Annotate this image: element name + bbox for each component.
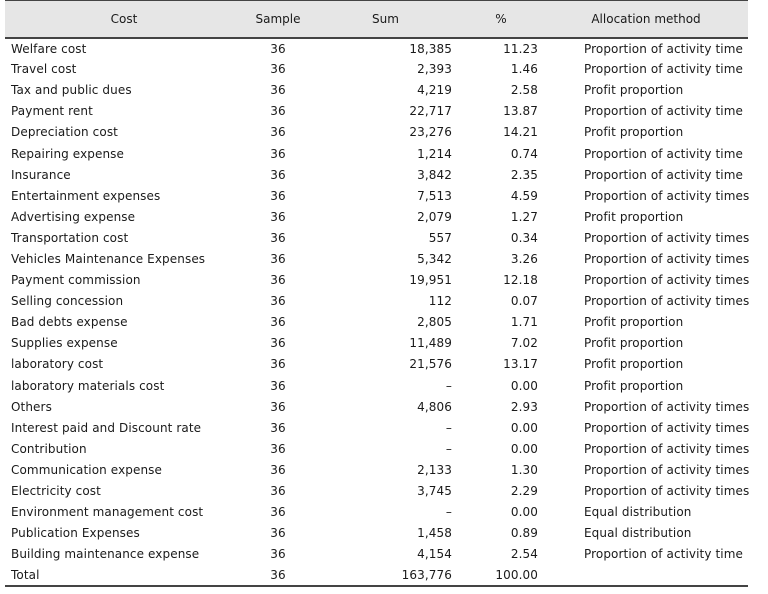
cell-sum: 3,745 (417, 484, 452, 499)
cell-percent: 14.21 (503, 125, 538, 140)
cell-cost: Payment rent (11, 104, 93, 119)
cell-sum: 5,342 (417, 251, 452, 266)
cell-sample: 36 (270, 41, 286, 56)
table-row (5, 480, 748, 501)
cell-allocation-method: Proportion of activity time (584, 62, 743, 77)
cell-allocation-method: Proportion of activity times (584, 399, 750, 414)
cell-sum: 3,842 (417, 167, 452, 182)
cell-allocation-method: Equal distribution (584, 505, 692, 520)
header-cost: Cost (110, 11, 138, 26)
table-row (5, 59, 748, 80)
cell-allocation-method: Profit proportion (584, 357, 684, 372)
cost-allocation-table (5, 0, 748, 587)
cell-cost: Repairing expense (11, 146, 125, 161)
table-row (5, 396, 748, 417)
cell-sum: 18,385 (409, 41, 452, 56)
cell-allocation-method: Proportion of activity times (584, 462, 750, 477)
table-row (5, 206, 748, 227)
table-row (5, 333, 748, 354)
table-row (5, 248, 748, 269)
table-row (5, 101, 748, 122)
cell-cost: Supplies expense (11, 336, 118, 351)
cell-allocation-method: Proportion of activity time (584, 41, 743, 56)
header-row (5, 1, 748, 38)
cell-percent: 12.18 (503, 273, 538, 288)
table-row (5, 544, 748, 565)
cell-percent: 2.54 (510, 547, 538, 562)
table-row (5, 354, 748, 375)
cell-percent: 0.00 (510, 420, 538, 435)
cell-sum: 2,393 (417, 62, 452, 77)
cell-cost: Insurance (11, 167, 71, 182)
cell-sample: 36 (270, 399, 286, 414)
table-header (5, 1, 748, 38)
cell-percent: 4.59 (510, 188, 538, 203)
cell-sample: 36 (270, 251, 286, 266)
cell-sample: 36 (270, 125, 286, 140)
cell-cost: Bad debts expense (11, 315, 128, 330)
cell-cost: Electricity cost (11, 484, 101, 499)
header-sample: Sample (255, 11, 301, 26)
table-row (5, 270, 748, 291)
cell-cost: Depreciation cost (11, 125, 118, 140)
cell-percent: 1.71 (510, 315, 538, 330)
cell-percent: 2.35 (510, 167, 538, 182)
cell-percent: 7.02 (510, 336, 538, 351)
header-allocation-method: Allocation method (591, 11, 701, 26)
cell-allocation-method: Proportion of activity times (584, 294, 750, 309)
cell-sample: 36 (270, 273, 286, 288)
table-row (5, 523, 748, 544)
cell-sample: 36 (270, 357, 286, 372)
cell-percent: 2.58 (510, 83, 538, 98)
cell-cost: Total (11, 567, 40, 582)
table-row (5, 122, 748, 143)
cell-sample: 36 (270, 167, 286, 182)
cell-sample: 36 (270, 104, 286, 119)
cell-sum: 22,717 (409, 104, 452, 119)
cell-sample: 36 (270, 230, 286, 245)
cell-sample: 36 (270, 315, 286, 330)
table-row (5, 80, 748, 101)
cell-cost: Contribution (11, 441, 87, 456)
cell-sample: 36 (270, 441, 286, 456)
cell-percent: 2.93 (510, 399, 538, 414)
cell-cost: Building maintenance expense (11, 547, 200, 562)
cell-sum: 112 (428, 294, 452, 309)
cell-allocation-method: Profit proportion (584, 315, 684, 330)
cell-cost: Travel cost (11, 62, 77, 77)
cell-cost: laboratory cost (11, 357, 104, 372)
cell-sample: 36 (270, 188, 286, 203)
cell-sum: 163,776 (401, 567, 452, 582)
cell-cost: Publication Expenses (11, 526, 140, 541)
table-row (5, 417, 748, 438)
cell-percent: 13.17 (503, 357, 538, 372)
cell-sum: 4,154 (417, 547, 452, 562)
cell-allocation-method: Proportion of activity time (584, 104, 743, 119)
cell-sample: 36 (270, 420, 286, 435)
table-row (5, 185, 748, 206)
cell-sample: 36 (270, 378, 286, 393)
cell-allocation-method: Profit proportion (584, 378, 684, 393)
cell-sum: 11,489 (409, 336, 452, 351)
cell-percent: 13.87 (503, 104, 538, 119)
cell-sum: 7,513 (417, 188, 452, 203)
cell-sum: – (445, 441, 452, 456)
table-row (5, 291, 748, 312)
cell-sum: – (445, 420, 452, 435)
cell-sum: 21,576 (409, 357, 452, 372)
cell-percent: 11.23 (503, 41, 538, 56)
cell-sum: 23,276 (409, 125, 452, 140)
cell-sum: 557 (428, 230, 452, 245)
table-row (5, 502, 748, 523)
cell-allocation-method: Proportion of activity times (584, 441, 750, 456)
table-row (5, 227, 748, 248)
cell-cost: Welfare cost (11, 41, 87, 56)
cell-cost: Selling concession (11, 294, 124, 309)
cell-percent: 0.00 (510, 441, 538, 456)
cell-sample: 36 (270, 505, 286, 520)
cell-percent: 3.26 (510, 251, 538, 266)
cell-allocation-method: Proportion of activity time (584, 547, 743, 562)
cell-cost: Interest paid and Discount rate (11, 420, 202, 435)
header-sum: Sum (372, 11, 399, 26)
cell-percent: 1.30 (510, 462, 538, 477)
table-row (5, 164, 748, 185)
cell-cost: Payment commission (11, 273, 141, 288)
cell-percent: 0.34 (510, 230, 538, 245)
cell-sum: 1,214 (417, 146, 452, 161)
cell-cost: laboratory materials cost (11, 378, 165, 393)
cell-sum: 4,806 (417, 399, 452, 414)
cell-cost: Others (11, 399, 52, 414)
cell-sum: 2,133 (417, 462, 452, 477)
cell-cost: Advertising expense (11, 209, 136, 224)
cell-percent: 1.27 (510, 209, 538, 224)
cell-cost: Vehicles Maintenance Expenses (11, 251, 206, 266)
cell-percent: 1.46 (510, 62, 538, 77)
cell-allocation-method: Proportion of activity time (584, 167, 743, 182)
cell-cost: Communication expense (11, 462, 163, 477)
cell-sample: 36 (270, 62, 286, 77)
cell-percent: 0.07 (510, 294, 538, 309)
cell-sample: 36 (270, 462, 286, 477)
table-row (5, 143, 748, 164)
cell-percent: 100.00 (495, 567, 538, 582)
cell-allocation-method: Proportion of activity times (584, 188, 750, 203)
cell-cost: Tax and public dues (11, 83, 132, 98)
table-row (5, 375, 748, 396)
cell-allocation-method: Equal distribution (584, 526, 692, 541)
cell-percent: 0.89 (510, 526, 538, 541)
header-percent: % (495, 11, 507, 26)
cell-sample: 36 (270, 83, 286, 98)
cell-sum: 2,805 (417, 315, 452, 330)
cell-percent: 2.29 (510, 484, 538, 499)
cell-allocation-method: Proportion of activity time (584, 146, 743, 161)
cell-sample: 36 (270, 567, 286, 582)
cell-percent: 0.00 (510, 378, 538, 393)
cell-allocation-method: Profit proportion (584, 209, 684, 224)
cell-sum: 2,079 (417, 209, 452, 224)
table-body (5, 38, 748, 586)
cell-cost: Environment management cost (11, 505, 204, 520)
cost-allocation-table-container (5, 0, 748, 587)
cell-sum: 1,458 (417, 526, 452, 541)
cell-sum: – (445, 378, 452, 393)
cell-allocation-method: Profit proportion (584, 336, 684, 351)
cell-allocation-method: Profit proportion (584, 125, 684, 140)
cell-allocation-method: Proportion of activity times (584, 420, 750, 435)
cell-percent: 0.00 (510, 505, 538, 520)
cell-sample: 36 (270, 547, 286, 562)
cell-sum: – (445, 505, 452, 520)
cell-cost: Transportation cost (11, 230, 129, 245)
cell-sample: 36 (270, 146, 286, 161)
cell-sum: 19,951 (409, 273, 452, 288)
cell-sample: 36 (270, 484, 286, 499)
cell-sample: 36 (270, 336, 286, 351)
table-row (5, 312, 748, 333)
table-row (5, 38, 748, 59)
cell-sample: 36 (270, 294, 286, 309)
cell-allocation-method: Profit proportion (584, 83, 684, 98)
total-row (5, 565, 748, 586)
cell-allocation-method: Proportion of activity times (584, 484, 750, 499)
cell-percent: 0.74 (510, 146, 538, 161)
cell-allocation-method (544, 565, 748, 586)
cell-allocation-method: Proportion of activity times (584, 273, 750, 288)
cell-cost: Entertainment expenses (11, 188, 161, 203)
table-row (5, 459, 748, 480)
table-row (5, 438, 748, 459)
cell-sample: 36 (270, 209, 286, 224)
cell-allocation-method: Proportion of activity times (584, 230, 750, 245)
cell-allocation-method: Proportion of activity times (584, 251, 750, 266)
cell-sum: 4,219 (417, 83, 452, 98)
cell-sample: 36 (270, 526, 286, 541)
